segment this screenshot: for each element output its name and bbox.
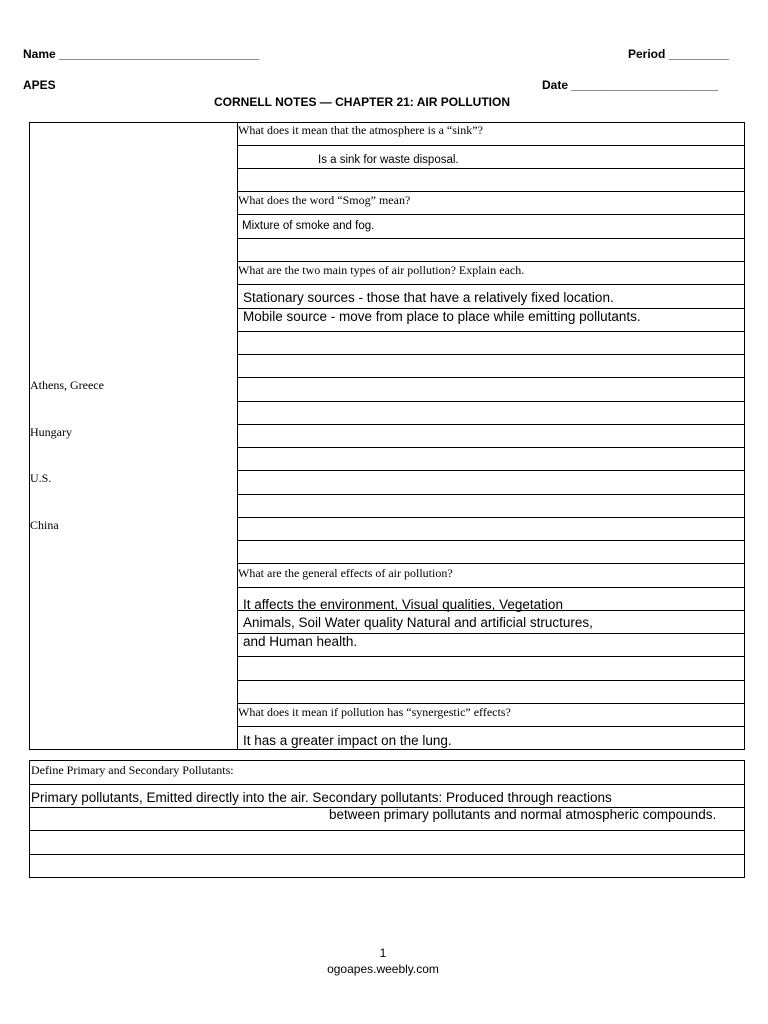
answer-effects-line-1: It affects the environment, Visual qualities, Vegetation: [243, 597, 563, 612]
definitions-prompt: Define Primary and Secondary Pollutants:: [31, 763, 234, 777]
answer-smog: Mixture of smoke and fog.: [242, 220, 375, 232]
rule: [237, 424, 745, 425]
page-number: 1: [379, 946, 387, 960]
period-blank: _________: [668, 47, 729, 61]
rule: [237, 261, 745, 262]
rule: [237, 703, 745, 704]
rule: [237, 331, 745, 332]
question-types: What are the two main types of air pollution? Explain each.: [238, 263, 525, 277]
rule: [237, 284, 745, 285]
answer-synergistic: It has a greater impact on the lung.: [243, 733, 452, 748]
rule: [237, 494, 745, 495]
rule: [237, 447, 745, 448]
rule: [237, 726, 745, 727]
date-blank: ______________________: [571, 78, 719, 92]
rule: [237, 354, 745, 355]
rule: [237, 680, 745, 681]
rule: [237, 168, 745, 169]
name-blank: ______________________________: [59, 47, 260, 61]
answer-types-stationary: Stationary sources - those that have a relatively fixed location.: [243, 290, 614, 305]
name-label: Name: [23, 47, 56, 61]
class-label: APES: [23, 78, 56, 92]
page-title: CORNELL NOTES — CHAPTER 21: AIR POLLUTION: [214, 95, 511, 109]
question-smog: What does the word “Smog” mean?: [238, 193, 411, 207]
rule: [237, 470, 745, 471]
question-effects: What are the general effects of air pollution?: [238, 566, 453, 580]
rule: [237, 587, 745, 588]
date-field: [542, 78, 718, 92]
definitions-answer-line-1: Primary pollutants, Emitted directly into the air. Secondary pollutants: Produced through reactions: [31, 790, 612, 805]
answer-types-mobile: Mobile source - move from place to place while emitting pollutants.: [243, 309, 641, 324]
rule: [237, 145, 745, 146]
cue-athens: Athens, Greece: [30, 378, 104, 392]
answer-effects-line-2: Animals, Soil Water quality Natural and artificial structures,: [243, 615, 593, 630]
rule: [237, 656, 745, 657]
date-label: Date: [542, 78, 569, 92]
rule: [237, 214, 745, 215]
answer-effects-line-3: and Human health.: [243, 634, 358, 649]
rule: [237, 517, 745, 518]
question-sink: What does it mean that the atmosphere is a “sink”?: [238, 123, 483, 137]
answer-sink: Is a sink for waste disposal.: [318, 154, 459, 166]
rule: [237, 563, 745, 564]
rule: [29, 854, 745, 855]
rule: [237, 238, 745, 239]
rule: [237, 191, 745, 192]
rule: [237, 377, 745, 378]
cue-hungary: Hungary: [30, 425, 72, 439]
name-field: [23, 47, 259, 61]
rule: [29, 830, 745, 831]
footer-site: ogoapes.weebly.com: [327, 962, 439, 976]
rule: [237, 401, 745, 402]
question-synergistic: What does it mean if pollution has “synergestic” effects?: [238, 705, 511, 719]
cue-china: China: [30, 518, 59, 532]
period-field: [628, 47, 729, 61]
cue-us: U.S.: [30, 471, 52, 485]
period-label: Period: [628, 47, 666, 61]
rule: [29, 784, 745, 785]
rule: [237, 540, 745, 541]
definitions-answer-line-2: between primary pollutants and normal atmospheric compounds.: [329, 807, 717, 822]
